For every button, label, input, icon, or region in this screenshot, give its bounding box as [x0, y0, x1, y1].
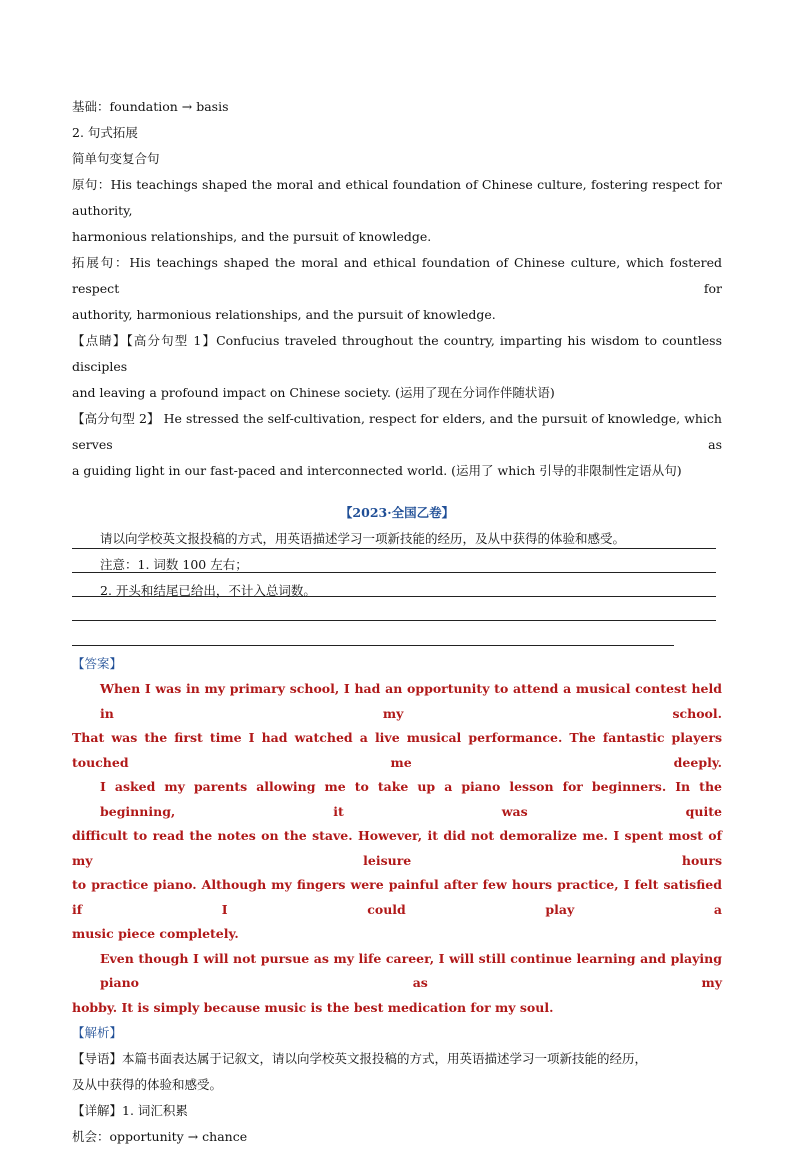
answer-blank-line — [72, 620, 716, 621]
answer-p2-line-4: music piece completely. — [72, 926, 239, 941]
exam-prompt: 请以向学校英文报投稿的方式，用英语描述学习一项新技能的经历，及从中获得的体验和感受。 — [100, 531, 626, 546]
extended-sentence-line-1: 拓展句：His teachings shaped the moral and ethical foundation of Chinese culture, which fostered respect for — [72, 255, 722, 296]
vocab-chance: 机会：opportunity → chance — [72, 1129, 248, 1144]
answer-p3-line-1: Even though I will not pursue as my life career, I will still continue learning and playing piano as my — [100, 950, 722, 990]
high-score-pattern-1-line-1: 【点睛】【高分句型 1】Confucius traveled throughout the country, imparting his wisdom to countless disciples — [72, 333, 722, 374]
answer-p1-line-1: When I was in my primary school, I had an opportunity to attend a musical contest held in my school. — [100, 681, 722, 721]
vocab-basis: 基础：foundation → basis — [72, 99, 229, 114]
answer-p2-line-2: difficult to read the notes on the stave. However, it did not demoralize me. I spent most of my leisure hours — [72, 828, 722, 868]
high-score-pattern-1-line-2: and leaving a profound impact on Chinese society. (运用了现在分词作伴随状语) — [72, 385, 555, 400]
answer-p1-line-2: That was the first time I had watched a live musical performance. The fantastic players touched me deeply. — [72, 730, 722, 770]
section-2-title: 2. 句式拓展 — [72, 125, 138, 140]
high-score-pattern-2-line-1: 【高分句型 2】 He stressed the self-cultivation, respect for elders, and the pursuit of knowledge, which serves as — [72, 411, 722, 452]
exam-note-1: 注意：1. 词数 100 左右； — [100, 557, 248, 572]
document-page — [72, 94, 722, 604]
answer-label: 【答案】 — [72, 656, 123, 671]
original-sentence-line-1: 原句：His teachings shaped the moral and ethical foundation of Chinese culture, fostering respect for authority, — [72, 177, 722, 218]
section-2-subtitle: 简单句变复合句 — [72, 151, 160, 166]
detail-heading: 【详解】1. 词汇积累 — [72, 1103, 188, 1118]
answer-blank-line — [72, 572, 716, 573]
exam-note-2: 2. 开头和结尾已给出，不计入总词数。 — [100, 583, 316, 598]
analysis-label: 【解析】 — [72, 1025, 123, 1040]
original-sentence-line-2: harmonious relationships, and the pursuit of knowledge. — [72, 229, 432, 244]
answer-p3-line-2: hobby. It is simply because music is the best medication for my soul. — [72, 999, 554, 1015]
answer-p2-line-3: to practice piano. Although my fingers were painful after few hours practice, I felt satisfied if I could play a — [72, 877, 722, 917]
guide-line-2: 及从中获得的体验和感受。 — [72, 1077, 223, 1092]
answer-blank-line — [72, 548, 716, 549]
answer-blank-line — [72, 645, 674, 646]
guide-line-1: 【导语】本篇书面表达属于记叙文，请以向学校英文报投稿的方式，用英语描述学习一项新技能的经历， — [72, 1051, 648, 1066]
exam-title: 【2023·全国乙卷】 — [339, 505, 455, 520]
high-score-pattern-2-line-2: a guiding light in our fast-paced and interconnected world. (运用了 which 引导的非限制性定语从句) — [72, 463, 682, 478]
extended-sentence-line-2: authority, harmonious relationships, and the pursuit of knowledge. — [72, 307, 496, 322]
answer-blank-line — [72, 596, 716, 597]
answer-section — [72, 651, 722, 1150]
answer-p2-line-1: I asked my parents allowing me to take up a piano lesson for beginners. In the beginning, it was quite — [100, 779, 722, 819]
